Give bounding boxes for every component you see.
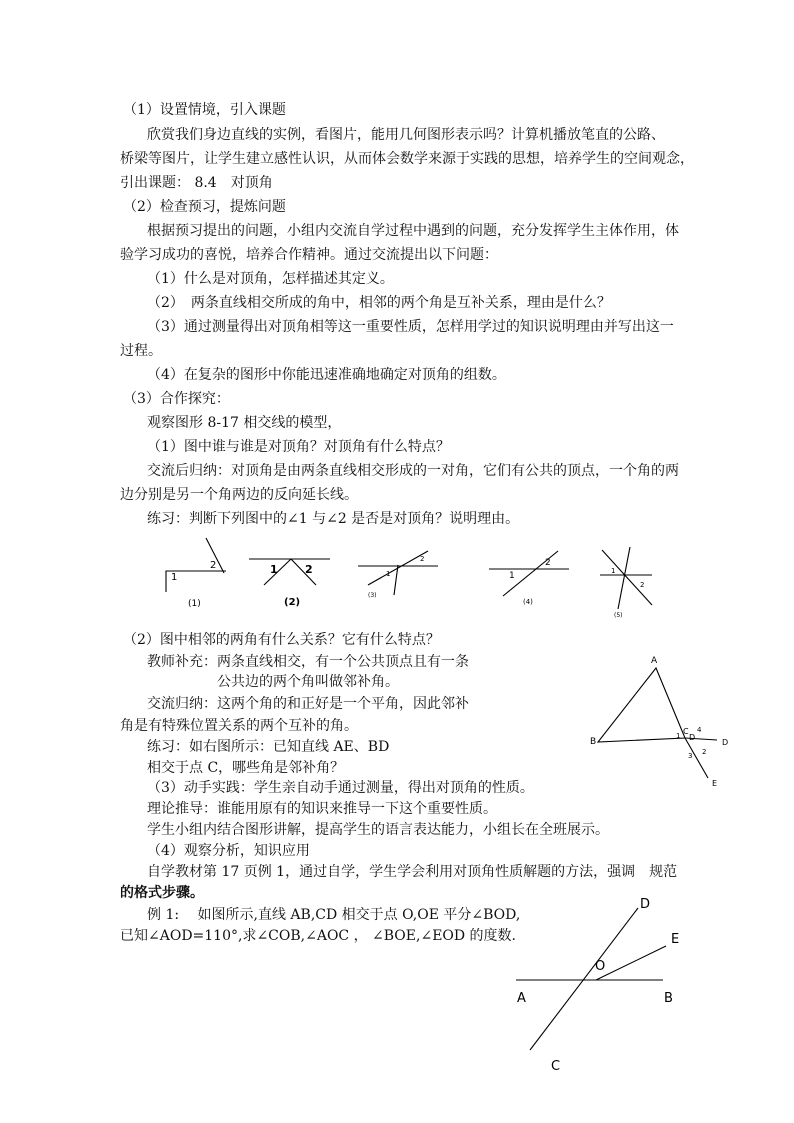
paragraph-line: 桥梁等图片，让学生建立感性认识，从而体会数学来源于实践的思想，培养学生的空间观念， [120,151,694,167]
paragraph-line: 理论推导：谁能用原有的知识来推导一下这个重要性质。 [147,801,497,817]
angle-label: 2 [210,560,217,571]
point-label: D [722,738,729,747]
section-heading: （2）检查预习，提炼问题 [123,199,286,215]
triangle-figure [585,650,745,800]
exercise-figure-3 [354,545,444,610]
example-figure [508,890,708,1080]
exercise-line: 练习：如右图所示：已知直线 AE、BD [147,739,390,755]
angle-label: 2 [420,555,425,563]
paragraph-line: 欣赏我们身边直线的实例，看图片，能用几何图形表示吗？计算机播放笔直的公路、 [147,127,665,143]
point-label: C [551,1059,561,1074]
exercise-line: 练习：判断下列图中的∠1 与∠2 是否是对顶角？说明理由。 [147,511,520,527]
angle-label: 4 [697,726,702,734]
exercise-figure-4 [485,548,575,613]
angle-label: 1 [270,563,278,576]
angle-label: 1 [611,567,616,575]
paragraph-line: （3）动手实践：学生亲自动手通过测量，得出对顶角的性质。 [147,780,534,796]
point-label: A [517,991,526,1006]
angle-label: 2 [702,748,707,756]
paragraph-line: 观察图形 8-17 相交线的模型， [147,415,342,431]
figure-label: (2) [284,597,301,608]
question-item: （1）图中谁与谁是对顶角？对顶角有什么特点？ [147,439,450,455]
example-line: 例 1: 如图所示,直线 AB,CD 相交于点 O,OE 平分∠BOD, [147,907,521,923]
exercise-line: 相交于点 C，哪些角是邻补角？ [147,760,345,776]
angle-label: 3 [688,752,693,760]
paragraph-line: 自学教材第 17 页例 1，通过自学，学生学会利用对顶角性质解题的方法，强调 规范 [147,864,678,880]
paragraph-line: 学生小组内结合图形讲解，提高学生的语言表达能力，小组长在全班展示。 [147,822,609,838]
exercise-figure-5 [590,545,660,620]
question-item: （3）通过测量得出对顶角相等这一重要性质，怎样用学过的知识说明理由并写出这一 [147,319,674,335]
paragraph-line: 交流后归纳：对顶角是由两条直线相交形成的一对角，它们有公共的顶点，一个角的两 [147,463,679,479]
figure-label: (4) [523,598,533,606]
paragraph-line: 验学习成功的喜悦，培养合作精神。通过交流提出以下问题： [120,247,498,263]
angle-label: 2 [305,563,313,576]
point-label: C [683,727,689,736]
angle-label: 1 [509,571,515,581]
exercise-figure-2 [246,545,336,610]
section-heading: （3）合作探究： [123,391,230,407]
point-label: D [640,897,651,912]
point-label: E [712,779,718,788]
angle-label: 2 [545,558,551,568]
paragraph-line: 边分别是另一个角两边的反向延长线。 [120,487,358,503]
figure-label: (5) [614,612,623,619]
question-item: （1）什么是对顶角，怎样描述其定义。 [147,271,394,287]
question-item: （2） 两条直线相交所成的角中，相邻的两个角是互补关系，理由是什么？ [147,295,611,311]
paragraph-line: 公共边的两个角叫做邻补角。 [217,674,399,690]
lesson-title: 引出课题： 8.4 对顶角 [120,175,273,191]
angle-label: 2 [640,581,645,589]
exercise-figure-1 [160,530,240,610]
angle-label: 1 [676,732,681,740]
angle-label: 1 [171,572,178,583]
angle-label: 1 [386,570,391,578]
paragraph-line: 过程。 [120,343,162,359]
point-label: D [689,733,696,742]
question-item: （4）在复杂的图形中你能迅速准确地确定对顶角的组数。 [147,367,506,383]
point-label: B [590,737,597,747]
example-line: 已知∠AOD=110°,求∠COB,∠AOC ， ∠BOE,∠EOD 的度数. [120,928,517,944]
question-item: （2）图中相邻的两角有什么关系？它有什么特点？ [123,632,440,648]
section-heading: （1）设置情境，引入课题 [123,102,286,118]
paragraph-line: 教师补充：两条直线相交，有一个公共顶点且有一条 [147,654,469,670]
point-label: O [595,959,606,974]
paragraph-line: 交流归纳：这两个角的和正好是一个平角，因此邻补 [147,696,469,712]
paragraph-line: 的格式步骤。 [120,885,204,901]
figure-label: (1) [188,599,201,609]
paragraph-line: 角是有特殊位置关系的两个互补的角。 [120,718,358,734]
figure-label: (3) [368,592,377,599]
paragraph-line: 根据预习提出的问题，小组内交流自学过程中遇到的问题，充分发挥学生主体作用，体 [147,223,679,239]
point-label: E [671,932,680,947]
point-label: B [664,991,673,1006]
section-heading: （4）观察分析，知识应用 [147,843,310,859]
point-label: A [651,656,658,666]
